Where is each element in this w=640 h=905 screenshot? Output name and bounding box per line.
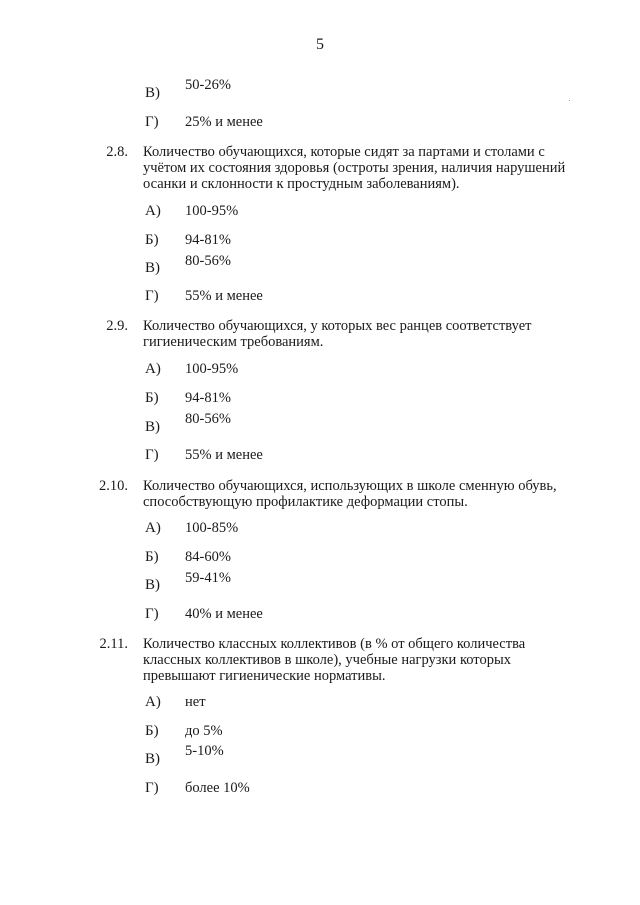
question-text xyxy=(143,636,603,684)
option-text: 100-95% xyxy=(185,361,239,377)
option-text: более 10% xyxy=(185,780,250,796)
option-text: 40% и менее xyxy=(185,606,263,622)
option-text: 25% и менее xyxy=(185,114,263,130)
option-letter: Г) xyxy=(145,606,159,622)
option-letter: Б) xyxy=(145,232,159,248)
option-text: 94-81% xyxy=(185,232,231,248)
option-letter: Б) xyxy=(145,549,159,565)
option-letter: Б) xyxy=(145,390,159,406)
question-line: Количество обучающихся, использующих в школе сменную обувь, xyxy=(143,478,557,494)
option-letter: А) xyxy=(145,203,161,219)
question-number: 2.11. xyxy=(99,636,128,652)
option-text: 55% и менее xyxy=(185,447,263,463)
scan-speck xyxy=(569,100,570,101)
option-letter: Г) xyxy=(145,114,159,130)
option-letter: Г) xyxy=(145,447,159,463)
option-letter: А) xyxy=(145,694,161,710)
option-letter: Б) xyxy=(145,723,159,739)
option-text: 55% и менее xyxy=(185,288,263,304)
option-text: до 5% xyxy=(185,723,223,739)
option-text: 84-60% xyxy=(185,549,231,565)
question-line: учётом их состояния здоровья (остроты зрения, наличия нарушений xyxy=(143,160,566,176)
option-letter: В) xyxy=(145,85,160,101)
question-text xyxy=(143,318,603,350)
question-line: способствующую профилактике деформации стопы. xyxy=(143,494,468,510)
question-line: превышают гигиенические нормативы. xyxy=(143,668,386,684)
question-line: Количество обучающихся, которые сидят за партами и столами с xyxy=(143,144,545,160)
question-number: 2.9. xyxy=(106,318,128,334)
option-text: 80-56% xyxy=(185,411,231,427)
question-line: Количество классных коллективов (в % от общего количества xyxy=(143,636,526,652)
option-letter: Г) xyxy=(145,780,159,796)
option-letter: А) xyxy=(145,520,161,536)
option-text: 50-26% xyxy=(185,77,231,93)
page-number: 5 xyxy=(316,36,324,53)
option-text: 100-85% xyxy=(185,520,239,536)
question-line: Количество обучающихся, у которых вес ранцев соответствует xyxy=(143,318,532,334)
question-line: гигиеническим требованиям. xyxy=(143,334,324,350)
option-text: 100-95% xyxy=(185,203,239,219)
option-text: нет xyxy=(185,694,206,710)
option-letter: В) xyxy=(145,751,160,767)
option-text: 59-41% xyxy=(185,570,231,586)
option-letter: В) xyxy=(145,419,160,435)
option-text: 94-81% xyxy=(185,390,231,406)
question-number: 2.10. xyxy=(99,478,128,494)
question-text xyxy=(143,144,603,192)
question-number: 2.8. xyxy=(106,144,128,160)
option-letter: В) xyxy=(145,260,160,276)
option-letter: А) xyxy=(145,361,161,377)
option-letter: Г) xyxy=(145,288,159,304)
question-text xyxy=(143,478,603,510)
question-line: осанки и склонности к простудным заболеваниям). xyxy=(143,176,460,192)
option-letter: В) xyxy=(145,577,160,593)
question-line: классных коллективов в школе), учебные нагрузки которых xyxy=(143,652,511,668)
option-text: 80-56% xyxy=(185,253,231,269)
option-text: 5-10% xyxy=(185,743,224,759)
